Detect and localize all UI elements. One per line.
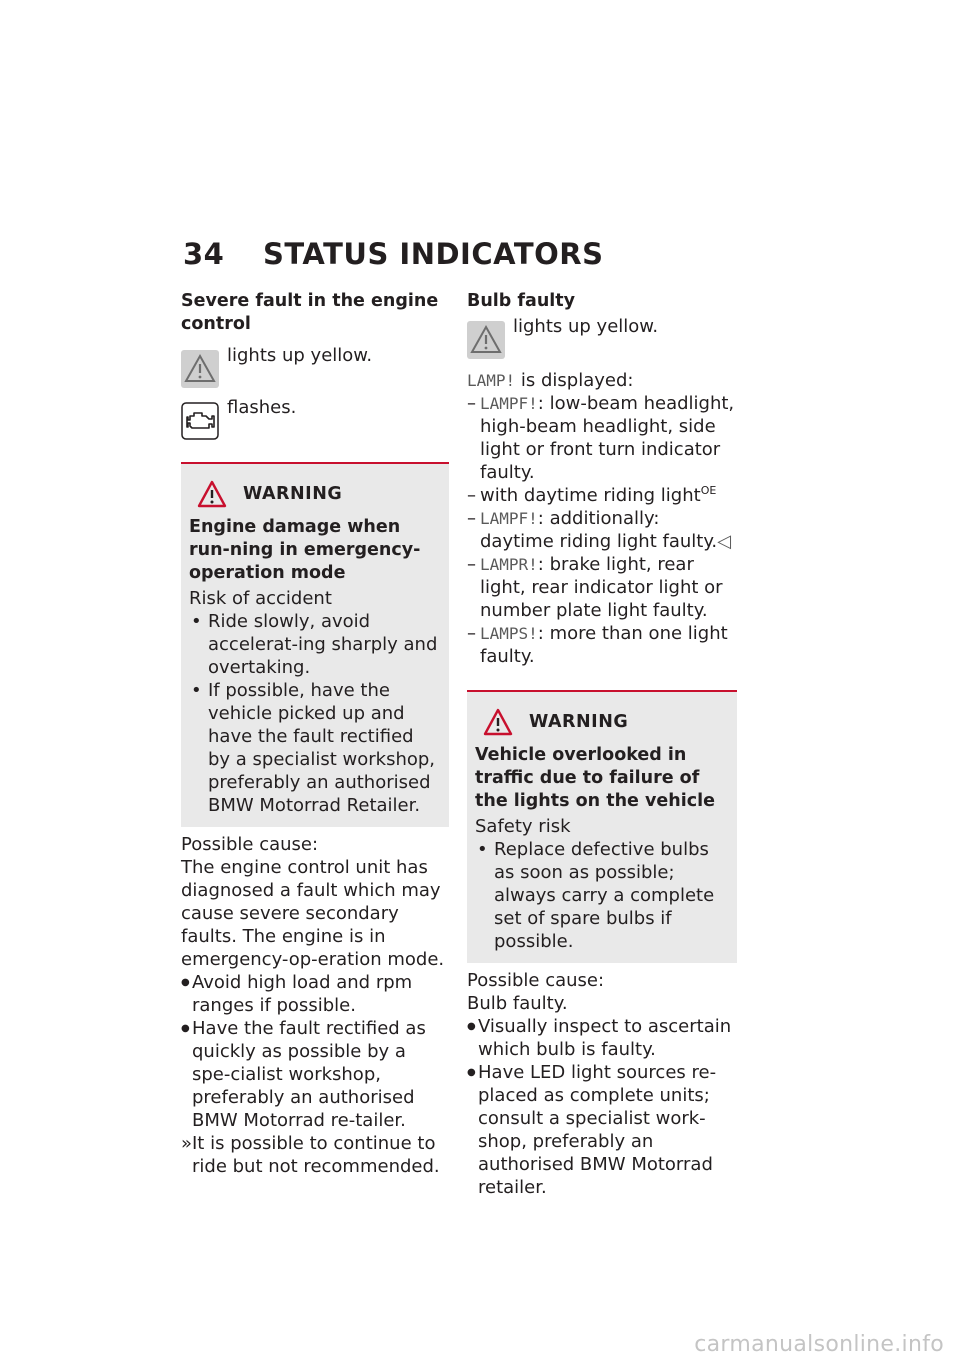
option-text: with daytime riding light (480, 485, 701, 506)
action-item: ● Have LED light sources re-placed as complete units; consult a specialist work-shop, preferably an authorised BMW Motorrad retailer. (467, 1061, 737, 1199)
warning-box-bulb (467, 690, 737, 963)
warning-word: WARNING (529, 711, 629, 732)
action-item: ● Avoid high load and rpm ranges if possible. (181, 971, 449, 1017)
indicator-row-engine (181, 397, 449, 452)
display-text: is displayed: (520, 370, 634, 391)
lamp-code: LAMPF! (480, 394, 538, 413)
action-item: ● Have the fault rectified as quickly as possible by a spe-cialist workshop, preferably an authorised BMW Motorrad re-tailer. (181, 1017, 449, 1132)
warning-bullet: • Ride slowly, avoid accelerat-ing sharply and overtaking. (189, 610, 441, 679)
page-header (183, 237, 604, 271)
display-line (467, 369, 737, 392)
cause-text: The engine control unit has diagnosed a fault which may cause severe secondary faults. The engine is in emergency-op-eration mode. (181, 857, 445, 970)
left-column (181, 290, 449, 1178)
section-heading-bulb: Bulb faulty (467, 291, 576, 311)
warning-triangle-icon (483, 708, 513, 736)
lamp-item (467, 622, 737, 668)
warning-triangle-icon (181, 350, 219, 388)
page-number: 34 (183, 237, 225, 271)
lamp-item (467, 392, 737, 484)
option-marker: OE (700, 484, 717, 497)
indicator-text: flashes. (227, 397, 297, 418)
result-item: » It is possible to continue to ride but not recommended. (181, 1132, 449, 1178)
page-title: STATUS INDICATORS (263, 237, 604, 271)
warning-triangle-icon (467, 321, 505, 359)
option-end-mark: ◁ (717, 531, 731, 552)
lamp-code: LAMPF! (480, 509, 538, 528)
option-line (467, 484, 737, 507)
warning-risk: Risk of accident (189, 588, 332, 609)
watermark: carmanualsonline.info (694, 1332, 944, 1357)
action-item: ● Visually inspect to ascertain which bulb is faulty. (467, 1015, 737, 1061)
warning-word: WARNING (243, 483, 343, 504)
section-heading-engine: Severe fault in the engine control (181, 291, 439, 334)
cause-label: Possible cause: (181, 834, 319, 855)
lamp-text: : low-beam headlight, high-beam headlight, side light or front turn indicator faulty. (480, 393, 735, 483)
cause-label: Possible cause: (467, 970, 605, 991)
lamp-code: LAMPR! (480, 555, 538, 574)
indicator-text: lights up yellow. (227, 345, 373, 366)
warning-title: Engine damage when run-ning in emergency-operation mode (189, 517, 421, 583)
warning-title: Vehicle overlooked in traffic due to failure of the lights on the vehicle (475, 745, 715, 811)
warning-bullet: • Replace defective bulbs as soon as possible; always carry a complete set of spare bulbs if possible. (475, 838, 729, 953)
cause-text: Bulb faulty. (467, 993, 568, 1014)
warning-bullet: • If possible, have the vehicle picked up and have the fault rectified by a specialist workshop, preferably an authorised BMW Motorrad Retailer. (189, 679, 441, 817)
lamp-item (467, 507, 737, 553)
lamp-text: : additionally: daytime riding light faulty. (480, 508, 718, 552)
lamp-text: : brake light, rear light, rear indicator light or number plate light faulty. (480, 554, 723, 621)
warning-label (189, 478, 441, 510)
warning-triangle-icon (197, 480, 227, 508)
warning-risk: Safety risk (475, 816, 571, 837)
indicator-row-warning (467, 316, 737, 371)
indicator-row-warning (181, 345, 449, 400)
display-code: LAMP! (467, 371, 516, 390)
engine-icon (181, 402, 219, 440)
warning-label (475, 706, 729, 738)
lamp-text: : more than one light faulty. (480, 623, 728, 667)
indicator-text: lights up yellow. (513, 316, 659, 337)
warning-box-engine (181, 462, 449, 827)
lamp-code: LAMPS! (480, 624, 538, 643)
right-column (467, 290, 737, 1199)
lamp-item (467, 553, 737, 622)
